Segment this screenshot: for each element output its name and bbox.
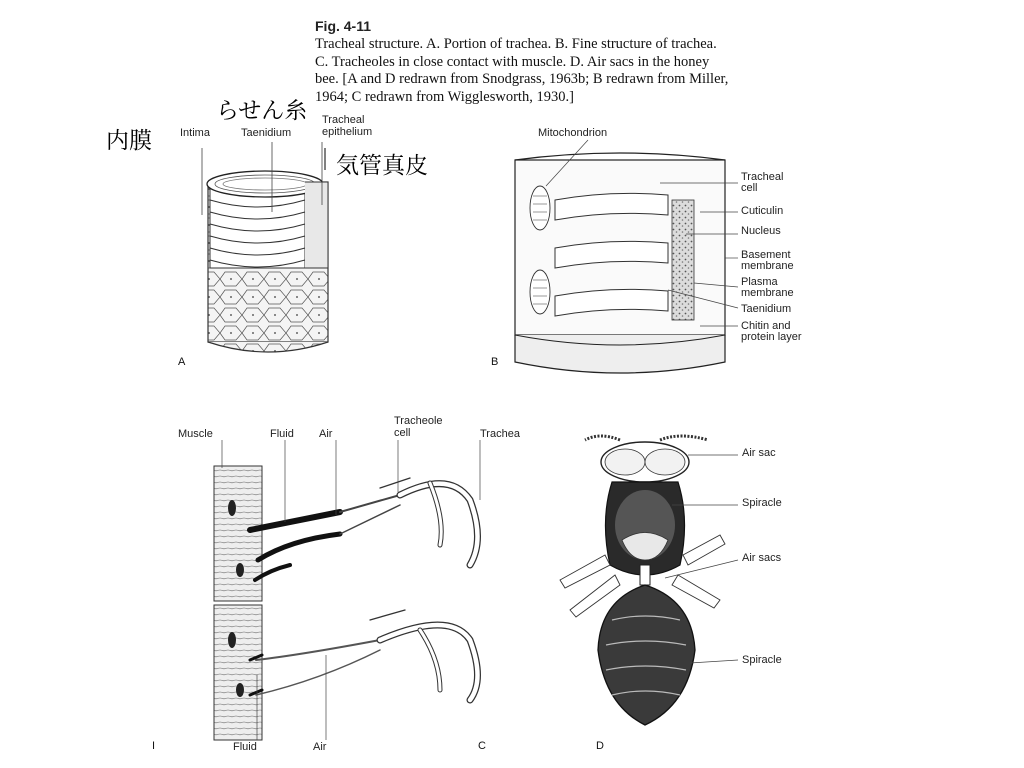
- label-trachea: Trachea: [480, 428, 520, 440]
- label-chitin-line2: protein layer: [741, 331, 802, 343]
- label-plasma-membrane-line1: Plasma: [741, 276, 778, 288]
- label-tracheal-cell-line2: cell: [741, 182, 758, 194]
- panel-a-drawing: [202, 142, 328, 352]
- label-basement-membrane-line1: Basement: [741, 249, 791, 261]
- caption-line: C. Tracheoles in close contact with muscle. D. Air sacs in the honey: [315, 53, 710, 70]
- label-cuticulin: Cuticulin: [741, 205, 784, 217]
- panel-d-letter: D: [596, 740, 604, 752]
- label-mitochondrion: Mitochondrion: [538, 127, 608, 139]
- label-tracheal-epithelium-line2: epithelium: [322, 126, 373, 138]
- label-tracheole-cell-line2: cell: [394, 427, 411, 439]
- label-spiracle-bottom: Spiracle: [742, 654, 782, 666]
- label-air-sacs: Air sacs: [742, 552, 782, 564]
- label-air-sac: Air sac: [742, 447, 776, 459]
- label-plasma-membrane-line2: membrane: [741, 287, 794, 299]
- figure-caption: [315, 36, 728, 106]
- panel-c-letter: C: [478, 740, 486, 752]
- panel-a-letter: A: [178, 356, 186, 368]
- jp-annotation-tracheal-epidermis: 気管真皮: [336, 153, 428, 179]
- label-spiracle-top: Spiracle: [742, 497, 782, 509]
- jp-annotation-spiral-thread: らせん糸: [216, 98, 308, 124]
- label-nucleus: Nucleus: [741, 225, 781, 237]
- label-basement-membrane-line2: membrane: [741, 260, 794, 272]
- jp-annotation-intima: 内膜: [106, 128, 152, 154]
- caption-line: bee. [A and D redrawn from Snodgrass, 1963b; B redrawn from Miller,: [315, 71, 729, 87]
- label-fluid-top: Fluid: [270, 428, 294, 440]
- label-taenidium: Taenidium: [241, 127, 292, 139]
- label-air-top: Air: [319, 428, 333, 440]
- label-tracheal-epithelium-line1: Tracheal: [322, 114, 365, 126]
- label-fluid-bottom: Fluid: [233, 741, 257, 753]
- label-intima: Intima: [180, 127, 210, 139]
- panel-c-roman-marker: I: [152, 740, 156, 752]
- panel-b-letter: B: [491, 356, 499, 368]
- caption-line: 1964; C redrawn from Wigglesworth, 1930.]: [315, 88, 574, 105]
- caption-line: Tracheal structure. A. Portion of trachea. B. Fine structure of trachea.: [315, 36, 717, 52]
- label-taenidium-b: Taenidium: [741, 303, 792, 315]
- figure-number: Fig. 4-11: [315, 18, 372, 34]
- panel-d-drawing: [560, 436, 738, 725]
- panel-c-drawing: [214, 440, 480, 740]
- panel-b-drawing: [515, 140, 738, 373]
- label-tracheal-cell-line1: Tracheal: [741, 171, 784, 183]
- label-air-bottom: Air: [313, 741, 327, 753]
- label-muscle: Muscle: [178, 428, 213, 440]
- label-chitin-line1: Chitin and: [741, 320, 791, 332]
- label-tracheole-cell-line1: Tracheole: [394, 415, 443, 427]
